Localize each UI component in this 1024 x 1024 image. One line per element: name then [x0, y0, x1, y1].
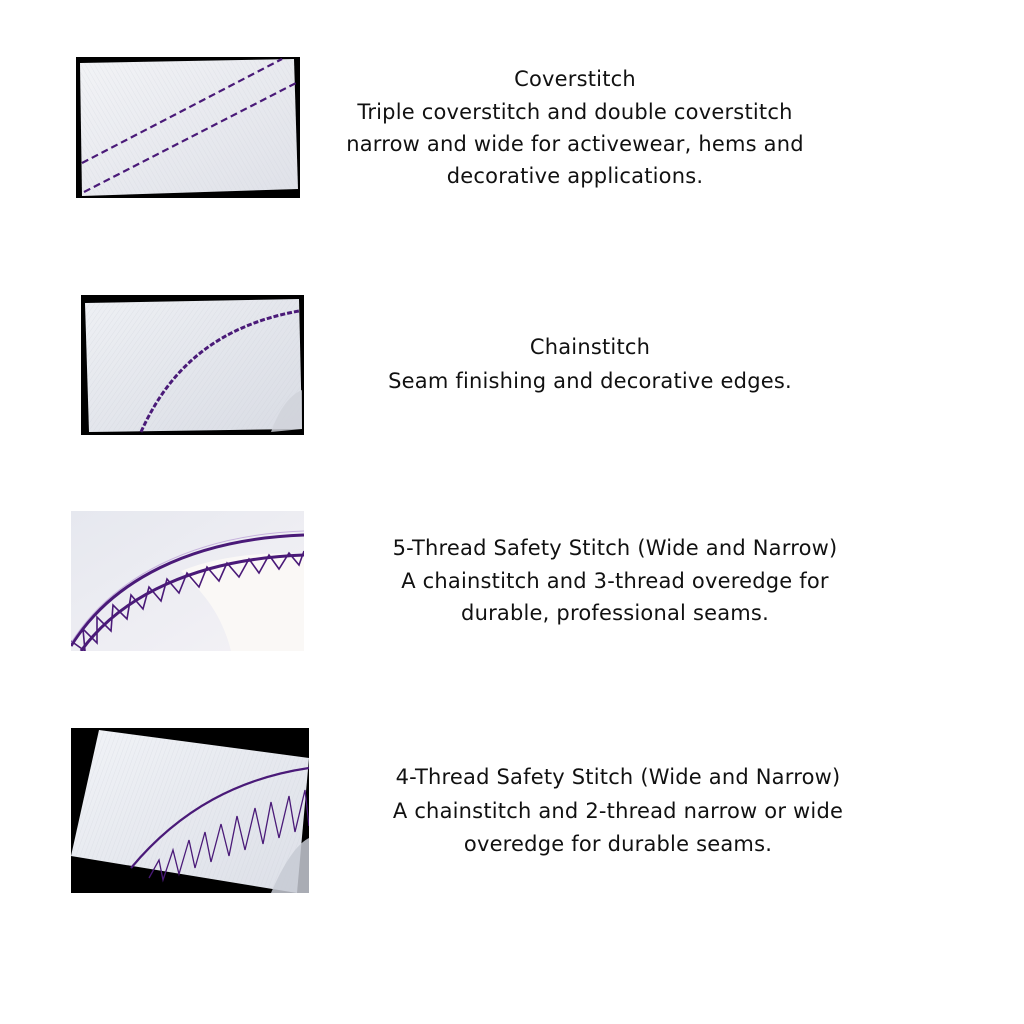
coverstitch-line-1: Triple coverstitch and double coverstitch — [357, 100, 793, 124]
four-thread-line-1: A chainstitch and 2-thread narrow or wide — [392, 799, 844, 823]
chainstitch-description — [350, 331, 830, 398]
four-thread-line-2: overedge for durable seams. — [463, 832, 773, 856]
five-thread-swatch — [71, 511, 304, 651]
five-thread-safety-stitch-swatch-icon — [71, 511, 304, 651]
coverstitch-title: Coverstitch — [514, 67, 636, 91]
four-thread-swatch — [71, 728, 309, 893]
four-thread-title: 4-Thread Safety Stitch (Wide and Narrow) — [395, 765, 841, 789]
coverstitch-line-2: narrow and wide for activewear, hems and — [346, 132, 804, 156]
coverstitch-description — [330, 63, 820, 192]
chainstitch-line-1: Seam finishing and decorative edges. — [388, 369, 792, 393]
coverstitch-fabric-swatch-icon — [76, 57, 300, 198]
four-thread-description — [360, 761, 876, 861]
coverstitch-line-3: decorative applications. — [446, 164, 704, 188]
four-thread-safety-stitch-swatch-icon — [71, 728, 309, 893]
chainstitch-swatch — [81, 295, 304, 435]
coverstitch-swatch — [76, 57, 300, 198]
chainstitch-fabric-swatch-icon — [81, 295, 304, 435]
five-thread-title: 5-Thread Safety Stitch (Wide and Narrow) — [392, 536, 838, 560]
chainstitch-title: Chainstitch — [529, 335, 651, 359]
five-thread-description — [360, 532, 870, 629]
five-thread-line-1: A chainstitch and 3-thread overedge for — [401, 569, 829, 593]
five-thread-line-2: durable, professional seams. — [461, 601, 769, 625]
